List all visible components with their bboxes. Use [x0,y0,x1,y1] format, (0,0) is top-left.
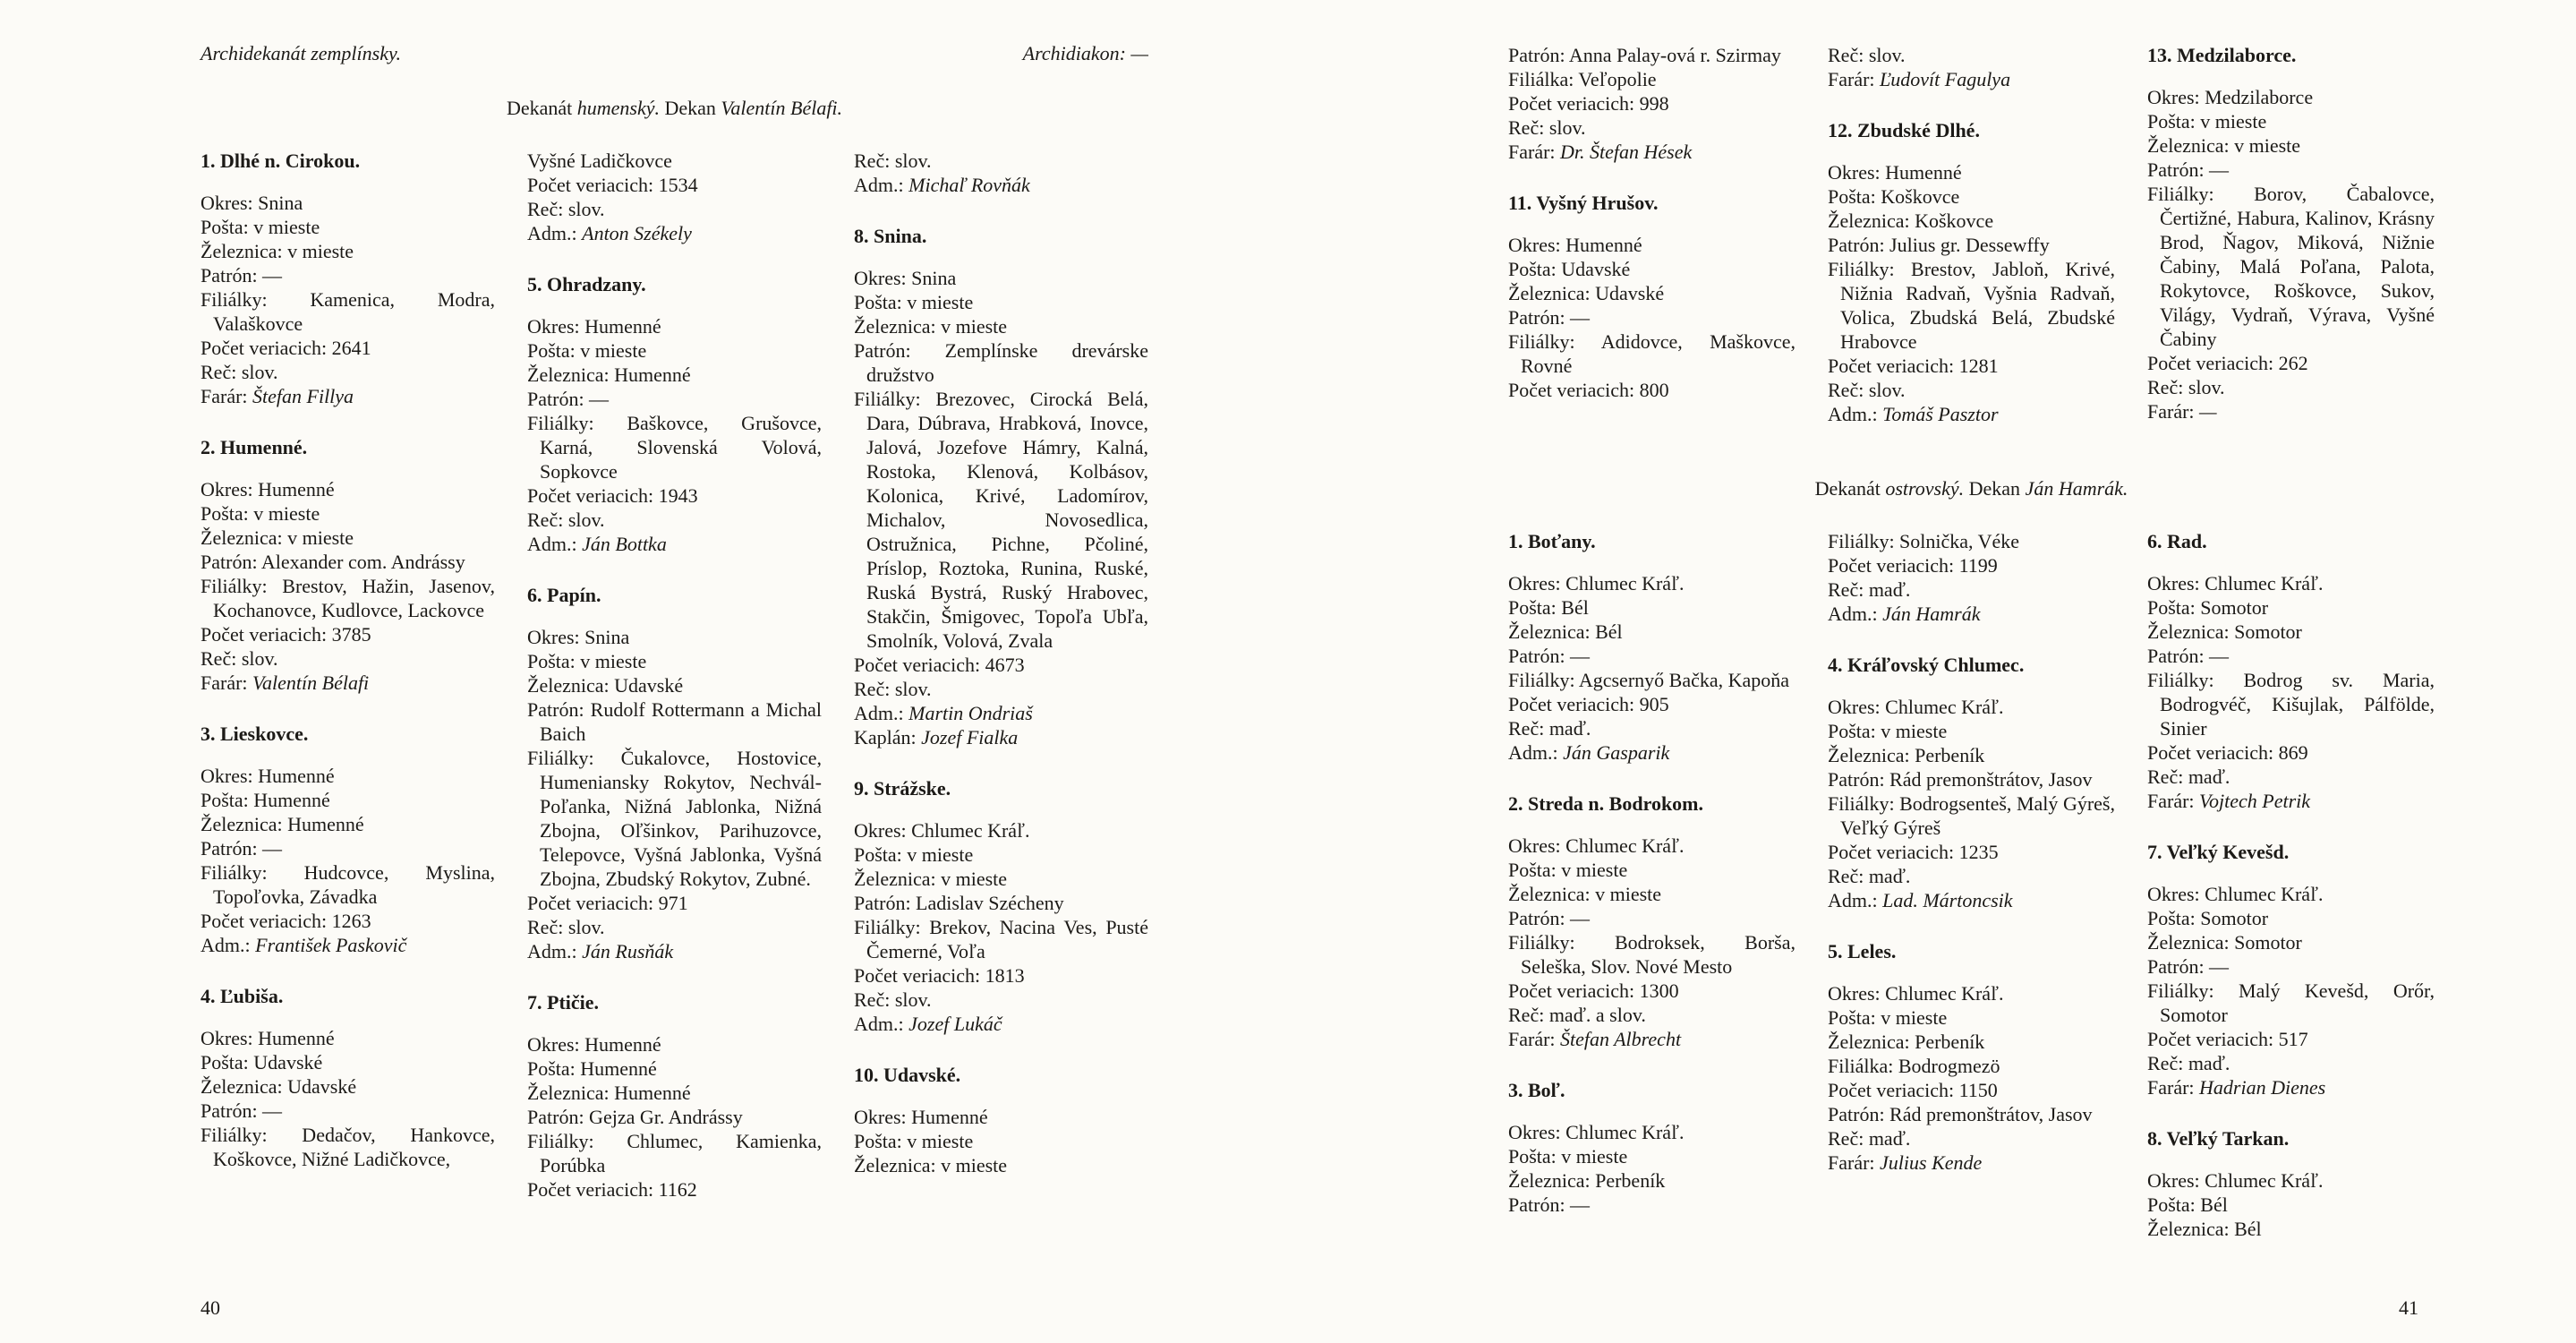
parish-entry [2147,840,2435,1099]
entry-line: Pošta: Udavské [200,1051,323,1074]
entry-line: Pošta: Udavské [1508,258,1631,280]
entry-line: Farár: — [2147,400,2217,423]
entry-line: Železnica: v mieste [854,315,1008,338]
entry-title: 1. Dlhé n. Cirokou. [200,150,361,172]
entry-line: Okres: Chlumec Kráľ. [1508,834,1685,857]
entry-line: Pošta: v mieste [2147,110,2267,133]
entry-line: Patrón: Ladislav Szécheny [854,892,1064,914]
entry-line: Počet veriacich: 1199 [1828,554,1998,577]
entry-title: 1. Boťany. [1508,530,1596,552]
entry-line: Pošta: v mieste [1508,859,1628,881]
entry-title: 2. Humenné. [200,436,308,458]
entry-line: Pošta: Koškovce [1828,185,1960,208]
person-name: — [2199,400,2217,423]
entry-line: Pošta: v mieste [1828,720,1948,742]
entry-title: 11. Vyšný Hrušov. [1508,192,1659,214]
text-column [2147,43,2435,453]
entry-line: Železnica: v mieste [200,526,354,549]
entry-line: Počet veriacich: 1150 [1828,1079,1998,1101]
entry-line: Filiálky: Dedačov, Hankovce, Koškovce, Nižné Ladičkovce, [200,1124,495,1170]
entry-line: Patrón: — [1508,306,1591,329]
entry-line: Farár: Hadrian Dienes [2147,1076,2326,1099]
parish-entry [854,1063,1148,1177]
person-name: Ján Gasparik [1563,741,1670,764]
entry-line: Okres: Chlumec Kráľ. [2147,883,2324,905]
parish-entry [2147,43,2435,423]
entry-title: 10. Udavské. [854,1064,961,1086]
entry-title: 7. Veľký Kevešd. [2147,841,2290,863]
entry-title: 3. Boľ. [1508,1079,1565,1101]
entry-line: Farár: Julius Kende [1828,1151,1983,1174]
person-name: Julius Kende [1880,1151,1983,1174]
entry-line: Počet veriacich: 1813 [854,964,1025,987]
parish-entry [1828,653,2115,912]
entry-line: Patrón: Rád premonštrátov, Jasov [1828,768,2093,791]
entry-line: Adm.: Anton Székely [527,222,692,244]
person-name: Lad. Mártoncsik [1882,889,2013,911]
entry-line: Reč: slov. [200,361,278,383]
parish-entry [200,435,495,695]
parish-entry [1508,791,1796,1051]
entry-line: Patrón: — [200,264,283,287]
entry-line: Okres: Snina [854,267,957,289]
entry-line: Farár: Vojtech Petrik [2147,790,2311,812]
dean-name: Valentín Bélafi. [721,97,843,119]
person-name: Jozef Lukáč [908,1013,1002,1035]
entry-line: Reč: slov. [854,150,932,172]
entry-line: Okres: Chlumec Kráľ. [2147,1169,2324,1192]
entry-line: Adm.: Martin Ondriaš [854,702,1033,724]
entry-line: Počet veriacich: 998 [1508,92,1669,115]
entry-line: Okres: Humenné [527,1033,661,1056]
person-name: Valentín Bélafi [252,672,370,694]
deanery-section [1508,476,2435,1268]
entry-line: Adm.: Michaľ Rovňák [854,174,1030,196]
entry-line: Adm.: Ján Hamrák [1828,603,1981,625]
entry-line: Pošta: v mieste [200,216,320,238]
page-number: 40 [200,1296,220,1319]
entry-line: Reč: slov. [1828,44,1906,66]
entry-line: Okres: Humenné [200,765,335,787]
entry-line: Adm.: Lad. Mártoncsik [1828,889,2013,911]
entry-line: Patrón: Gejza Gr. Andrássy [527,1106,743,1128]
entry-line: Filiálky: Borov, Čabalovce, Čertižné, Habura, Kalinov, Krásny Brod, Ňagov, Miková, Nižnie Čabiny, Malá Poľana, Palota, Rokytovce, Roškovce, Sukov, Világy, Vydraň, Výrava, Vyšné Čabiny [2147,183,2435,350]
entry-line: Adm.: Jozef Lukáč [854,1013,1002,1035]
column-group [200,149,1148,1228]
entry-line: Reč: slov. [527,509,605,531]
entry-line: Železnica: v mieste [854,868,1008,890]
entry-line: Filiálky: Bodroksek, Borša, Seleška, Slov. Nové Mesto [1508,931,1796,978]
entry-title: 8. Veľký Tarkan. [2147,1127,2290,1150]
entry-line: Filiálky: Brestov, Jabloň, Krivé, Nižnia Radvaň, Vyšnia Radvaň, Volica, Zbudská Belá, Zbudské Hrabovce [1828,258,2115,353]
entry-line: Počet veriacich: 1943 [527,484,698,507]
entry-line: Reč: maď. [1828,1127,1911,1150]
entry-line: Filiálka: Bodrogmezö [1828,1055,2000,1077]
entry-line: Počet veriacich: 905 [1508,693,1669,715]
parish-entry [1508,529,1796,765]
entry-line: Reč: slov. [527,198,605,220]
entry-line: Okres: Humenné [527,315,661,338]
entry-line: Železnica: Koškovce [1828,210,1994,232]
entry-line: Patrón: — [2147,645,2230,667]
running-head-left: Archidekanát zemplínsky. [200,42,402,64]
entry-line: Reč: maď. [2147,766,2231,788]
page-number: 41 [2399,1296,2418,1319]
entry-title: 5. Leles. [1828,940,1897,962]
parish-entry [854,149,1148,197]
person-name: Martin Ondriaš [908,702,1033,724]
entry-line: Pošta: Humenné [527,1057,657,1080]
entry-line: Filiálky: Brezovec, Cirocká Belá, Dara, Dúbrava, Hrabková, Inovce, Jalová, Jozefove Hámry, Kalná, Rostoka, Klenová, Kolbásov, Kolonica, Krivé, Ladomírov, Michalov, Novosedlica, Ostružnica, Pichne, Pčoliné, Príslop, Roztoka, Runina, Ruské, Ruská Bystrá, Ruský Hrabovec, Stakčin, Šmigovec, Topoľa Ubľa, Smolník, Volová, Zvala [854,388,1148,652]
entry-line: Patrón: — [527,388,610,410]
entry-line: Počet veriacich: 4673 [854,654,1025,676]
entry-line: Železnica: Humenné [527,364,691,386]
entry-line: Počet veriacich: 3785 [200,623,371,646]
entry-line: Kaplán: Jozef Fialka [854,726,1019,748]
entry-line: Železnica: Perbeník [1508,1169,1666,1192]
entry-line: Železnica: Udavské [527,674,684,697]
entry-line: Filiálky: Hudcovce, Myslina, Topoľovka, Závadka [200,861,495,908]
running-head-right: Archidiakon: — [1022,42,1148,64]
parish-entry [1828,43,2115,91]
entry-title: 4. Kráľovský Chlumec. [1828,654,2025,676]
entry-line: Pošta: Somotor [2147,907,2269,929]
entry-line: Pošta: v mieste [1508,1145,1628,1168]
running-head [200,41,1148,65]
entry-line: Patrón: Rudolf Rottermann a Michal Baich [527,698,822,745]
person-name: Ján Rusňák [582,940,674,962]
entry-line: Železnica: Perbeník [1828,744,1985,766]
entry-line: Adm.: Ján Rusňák [527,940,674,962]
deanery-section [200,96,1148,1228]
deanery-name: ostrovský. [1885,477,1965,500]
entry-line: Železnica: Somotor [2147,931,2302,954]
entry-line: Pošta: Bél [1508,596,1589,619]
entry-title: 12. Zbudské Dlhé. [1828,119,1980,141]
entry-line: Pošta: v mieste [1828,1006,1948,1029]
entry-line: Pošta: v mieste [854,843,974,866]
entry-line: Reč: slov. [854,988,932,1011]
entry-line: Filiálky: Chlumec, Kamienka, Porúbka [527,1130,822,1176]
entry-line: Pošta: v mieste [527,339,647,362]
entry-line: Pošta: v mieste [200,502,320,525]
person-name: Hadrian Dienes [2199,1076,2326,1099]
column-group [1508,43,2435,453]
entry-line: Okres: Chlumec Kráľ. [1828,982,2004,1005]
parish-entry [527,583,822,963]
entry-line: Vyšné Ladičkovce [527,150,672,172]
entry-line: Pošta: v mieste [854,291,974,313]
entry-line: Filiálky: Adidovce, Maškovce, Rovné [1508,330,1796,377]
entry-line: Adm.: Ján Bottka [527,533,667,555]
entry-line: Reč: maď. [2147,1052,2231,1074]
parish-entry [527,149,822,245]
parish-entry [1508,43,1796,164]
entry-line: Okres: Chlumec Kráľ. [1508,572,1685,595]
person-name: Vojtech Petrik [2199,790,2311,812]
entry-line: Železnica: Bél [2147,1218,2262,1240]
entry-line: Patrón: Alexander com. Andrássy [200,551,465,573]
entry-line: Okres: Humenné [1828,161,1962,184]
entry-line: Patrón: — [1508,1193,1591,1216]
entry-line: Reč: maď. [1828,865,1911,887]
entry-line: Pošta: Somotor [2147,596,2269,619]
entry-line: Pošta: v mieste [527,650,647,672]
person-name: Ján Hamrák [1882,603,1981,625]
text-column [2147,529,2435,1268]
entry-line: Filiálka: Veľopolie [1508,68,1657,90]
entry-line: Okres: Humenné [854,1106,988,1128]
entry-title: 3. Lieskovce. [200,723,309,745]
entry-line: Filiálky: Brestov, Hažin, Jasenov, Kochanovce, Kudlovce, Lackovce [200,575,495,621]
entry-line: Železnica: Bél [1508,620,1623,643]
entry-line: Reč: maď. [1828,578,1911,601]
entry-line: Reč: slov. [200,647,278,670]
entry-line: Okres: Chlumec Kráľ. [2147,572,2324,595]
entry-line: Počet veriacich: 869 [2147,741,2308,764]
entry-line: Počet veriacich: 1263 [200,910,371,932]
entry-line: Železnica: v mieste [854,1154,1008,1176]
entry-line: Reč: slov. [1828,379,1906,401]
entry-line: Počet veriacich: 800 [1508,379,1669,401]
entry-line: Železnica: Perbeník [1828,1031,1985,1053]
entry-line: Patrón: Julius gr. Dessewffy [1828,234,2050,256]
entry-line: Filiálky: Čukalovce, Hostovice, Humeniansky Rokytov, Nechvál-Poľanka, Nižná Jablonka, Nižná Zbojna, Oľšinkov, Parihuzovce, Telepovce, Vyšná Jablonka, Vyšná Zbojna, Zbudský Rokytov, Zubné. [527,747,822,890]
entry-line: Adm.: František Paskovič [200,934,407,956]
entry-line: Reč: maď. a slov. [1508,1004,1646,1026]
parish-entry [854,776,1148,1036]
entry-line: Filiálky: Baškovce, Grušovce, Karná, Slovenská Volová, Sopkovce [527,412,822,483]
deanery-name: humenský. [576,97,660,119]
entry-line: Okres: Snina [527,626,630,648]
entry-title: 13. Medzilaborce. [2147,44,2297,66]
parish-entry [1828,118,2115,426]
column-group [1508,529,2435,1268]
entry-line: Okres: Humenné [200,478,335,500]
text-column [1828,529,2115,1268]
entry-line: Patrón: — [200,1099,283,1122]
deanery-section [1508,43,2435,453]
entry-line: Adm.: Tomáš Pasztor [1828,403,1999,425]
entry-line: Okres: Chlumec Kráľ. [854,819,1030,842]
entry-line: Patrón: Zemplínske drevárske družstvo [854,339,1148,386]
entry-line: Adm.: Ján Gasparik [1508,741,1670,764]
entry-line: Patrón: Rád premonštrátov, Jasov [1828,1103,2093,1125]
parish-entry [200,722,495,957]
deanery-heading: Dekanát humenský. Dekan Valentín Bélafi. [506,97,843,119]
entry-line: Okres: Chlumec Kráľ. [1828,696,2004,718]
right-page [1288,0,2576,1343]
parish-entry [854,224,1148,749]
entry-line: Pošta: v mieste [854,1130,974,1152]
parish-entry [200,984,495,1171]
entry-line: Pošta: Bél [2147,1193,2228,1216]
parish-entry [527,990,822,1202]
entry-line: Počet veriacich: 1162 [527,1178,697,1201]
entry-line: Železnica: Udavské [200,1075,357,1098]
person-name: Michaľ Rovňák [908,174,1030,196]
parish-entry [2147,529,2435,813]
entry-line: Patrón: — [200,837,283,860]
entry-line: Železnica: Humenné [200,813,364,835]
entry-title: 4. Ľubiša. [200,985,284,1007]
entry-line: Reč: slov. [2147,376,2225,398]
entry-line: Okres: Humenné [200,1027,335,1049]
entry-line: Počet veriacich: 262 [2147,352,2308,374]
person-name: Ján Bottka [582,533,667,555]
page-sections [200,96,1148,1228]
entry-line: Železnica: Humenné [527,1082,691,1104]
entry-line: Počet veriacich: 517 [2147,1028,2308,1050]
deanery-heading: Dekanát ostrovský. Dekan Ján Hamrák. [1814,477,2128,500]
entry-line: Filiálky: Bodrog sv. Maria, Bodrogvéč, Kišujlak, Pálfölde, Sinier [2147,669,2435,740]
dean-name: Ján Hamrák. [2025,477,2128,500]
entry-line: Patrón: — [1508,645,1591,667]
entry-line: Filiálky: Bodrogsenteš, Malý Gýreš, Veľký Gýreš [1828,792,2115,839]
parish-entry [200,149,495,408]
person-name: Jozef Fialka [921,726,1019,748]
text-column [854,149,1148,1228]
entry-line: Reč: slov. [854,678,932,700]
text-column [1508,43,1796,453]
text-column [200,149,495,1228]
entry-line: Železnica: v mieste [200,240,354,262]
entry-line: Reč: maď. [1508,717,1591,740]
person-name: Anton Székely [582,222,692,244]
entry-line: Filiálky: Solnička, Véke [1828,530,2020,552]
entry-title: 6. Rad. [2147,530,2207,552]
entry-line: Filiálky: Kamenica, Modra, Valaškovce [200,288,495,335]
entry-line: Okres: Snina [200,192,303,214]
parish-entry [1828,939,2115,1175]
entry-line: Filiálky: Agcsernyő Bačka, Kapoňa [1508,669,1790,691]
entry-title: 8. Snina. [854,225,927,247]
person-name: Štefan Albrecht [1560,1028,1682,1050]
entry-line: Reč: slov. [1508,116,1586,139]
text-column [1828,43,2115,453]
entry-line: Filiálky: Malý Kevešd, Orőr, Somotor [2147,979,2435,1026]
entry-line: Počet veriacich: 1300 [1508,979,1679,1002]
parish-entry [2147,1126,2435,1241]
page-sections [1508,43,2435,1268]
person-name: Štefan Fillya [252,385,354,407]
entry-line: Farár: Štefan Fillya [200,385,354,407]
person-name: František Paskovič [255,934,407,956]
entry-line: Patrón: — [2147,158,2230,181]
entry-line: Farár: Dr. Štefan Hések [1508,141,1693,163]
person-name: Dr. Štefan Hések [1560,141,1693,163]
text-column [1508,529,1796,1268]
entry-line: Farár: Ľudovít Fagulya [1828,68,2011,90]
entry-line: Patrón: — [1508,907,1591,929]
entry-title: 6. Papín. [527,584,601,606]
entry-line: Okres: Humenné [1508,234,1642,256]
entry-line: Počet veriacich: 1235 [1828,841,1999,863]
entry-line: Okres: Medzilaborce [2147,86,2314,108]
parish-entry [1508,191,1796,402]
entry-line: Patrón: — [2147,955,2230,978]
entry-line: Počet veriacich: 1534 [527,174,698,196]
entry-line: Patrón: Anna Palay-ová r. Szirmay [1508,44,1781,66]
text-column [527,149,822,1228]
entry-line: Železnica: Somotor [2147,620,2302,643]
entry-line: Železnica: v mieste [1508,883,1662,905]
entry-line: Farár: Valentín Bélafi [200,672,370,694]
entry-line: Železnica: v mieste [2147,134,2301,157]
parish-entry [1828,529,2115,626]
entry-line: Pošta: Humenné [200,789,330,811]
entry-line: Reč: slov. [527,916,605,938]
entry-title: 9. Strážske. [854,777,951,800]
person-name: Ľudovít Fagulya [1880,68,2011,90]
entry-title: 5. Ohradzany. [527,273,646,295]
parish-entry [527,272,822,556]
entry-line: Filiálky: Brekov, Nacina Ves, Pusté Čemerné, Voľa [854,916,1148,962]
entry-line: Počet veriacich: 1281 [1828,355,1999,377]
entry-line: Okres: Chlumec Kráľ. [1508,1121,1685,1143]
parish-entry [1508,1078,1796,1217]
entry-title: 2. Streda n. Bodrokom. [1508,792,1704,815]
entry-line: Farár: Štefan Albrecht [1508,1028,1682,1050]
person-name: Tomáš Pasztor [1882,403,1999,425]
entry-line: Počet veriacich: 2641 [200,337,371,359]
entry-line: Počet veriacich: 971 [527,892,688,914]
entry-line: Železnica: Udavské [1508,282,1665,304]
entry-title: 7. Ptičie. [527,991,600,1014]
